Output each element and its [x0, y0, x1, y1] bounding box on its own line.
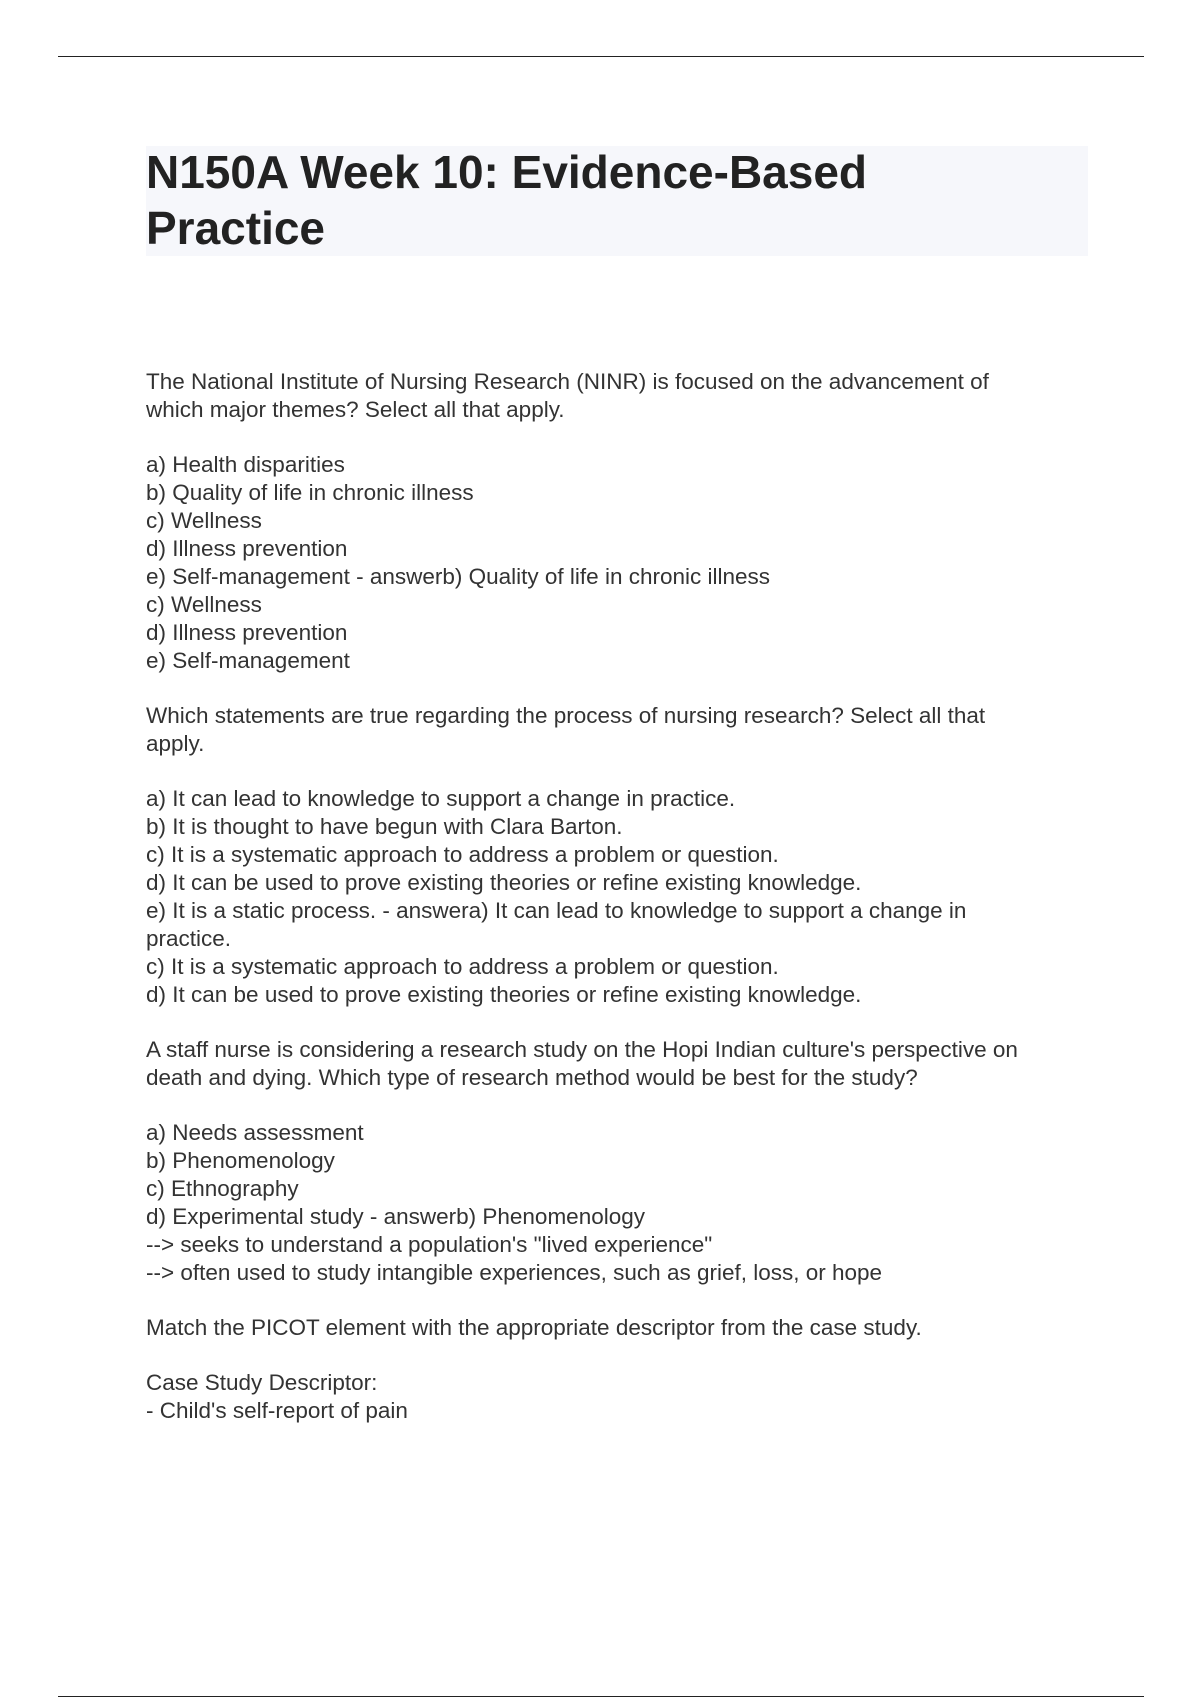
text-line: e) It is a static process. - answera) It can lead to knowledge to support a change in: [146, 898, 967, 923]
text-line: Case Study Descriptor:: [146, 1370, 378, 1395]
question-4-stem: [146, 1314, 1096, 1342]
text-line: a) Needs assessment: [146, 1120, 364, 1145]
text-line: Match the PICOT element with the appropriate descriptor from the case study.: [146, 1315, 922, 1340]
text-line: c) It is a systematic approach to address a problem or question.: [146, 842, 779, 867]
question-3-stem: [146, 1036, 1096, 1092]
text-line: d) It can be used to prove existing theories or refine existing knowledge.: [146, 982, 862, 1007]
text-line: d) Experimental study - answerb) Phenomenology: [146, 1204, 645, 1229]
document-body: [146, 368, 1096, 1425]
text-line: Which statements are true regarding the process of nursing research? Select all that: [146, 703, 986, 728]
question-1-options-and-answer: [146, 451, 1096, 675]
case-study-descriptor: [146, 1369, 1096, 1425]
text-line: death and dying. Which type of research method would be best for the study?: [146, 1065, 918, 1090]
text-line: c) Wellness: [146, 508, 262, 533]
text-line: d) It can be used to prove existing theories or refine existing knowledge.: [146, 870, 862, 895]
text-line: d) Illness prevention: [146, 620, 348, 645]
bottom-rule: [58, 1696, 1144, 1697]
text-line: b) Quality of life in chronic illness: [146, 480, 474, 505]
text-line: e) Self-management: [146, 648, 350, 673]
text-line: practice.: [146, 926, 232, 951]
text-line: c) It is a systematic approach to address a problem or question.: [146, 954, 779, 979]
text-line: which major themes? Select all that apply.: [146, 397, 565, 422]
text-line: c) Ethnography: [146, 1176, 299, 1201]
text-line: A staff nurse is considering a research study on the Hopi Indian culture's perspective on: [146, 1037, 1018, 1062]
text-line: apply.: [146, 731, 205, 756]
question-3-options-and-answer: [146, 1119, 1096, 1287]
top-rule: [58, 56, 1144, 57]
text-line: b) Phenomenology: [146, 1148, 335, 1173]
text-line: The National Institute of Nursing Research (NINR) is focused on the advancement of: [146, 369, 989, 394]
text-line: a) Health disparities: [146, 452, 345, 477]
text-line: d) Illness prevention: [146, 536, 348, 561]
text-line: - Child's self-report of pain: [146, 1398, 408, 1423]
question-2-stem: [146, 702, 1096, 758]
text-line: a) It can lead to knowledge to support a change in practice.: [146, 786, 736, 811]
text-line: --> often used to study intangible experiences, such as grief, loss, or hope: [146, 1260, 883, 1285]
text-line: e) Self-management - answerb) Quality of life in chronic illness: [146, 564, 771, 589]
page-title: N150A Week 10: Evidence-Based Practice: [146, 146, 868, 254]
text-line: b) It is thought to have begun with Clara Barton.: [146, 814, 623, 839]
text-line: --> seeks to understand a population's "lived experience": [146, 1232, 713, 1257]
text-line: c) Wellness: [146, 592, 262, 617]
question-2-options-and-answer: [146, 785, 1096, 1009]
question-1-stem: [146, 368, 1096, 424]
